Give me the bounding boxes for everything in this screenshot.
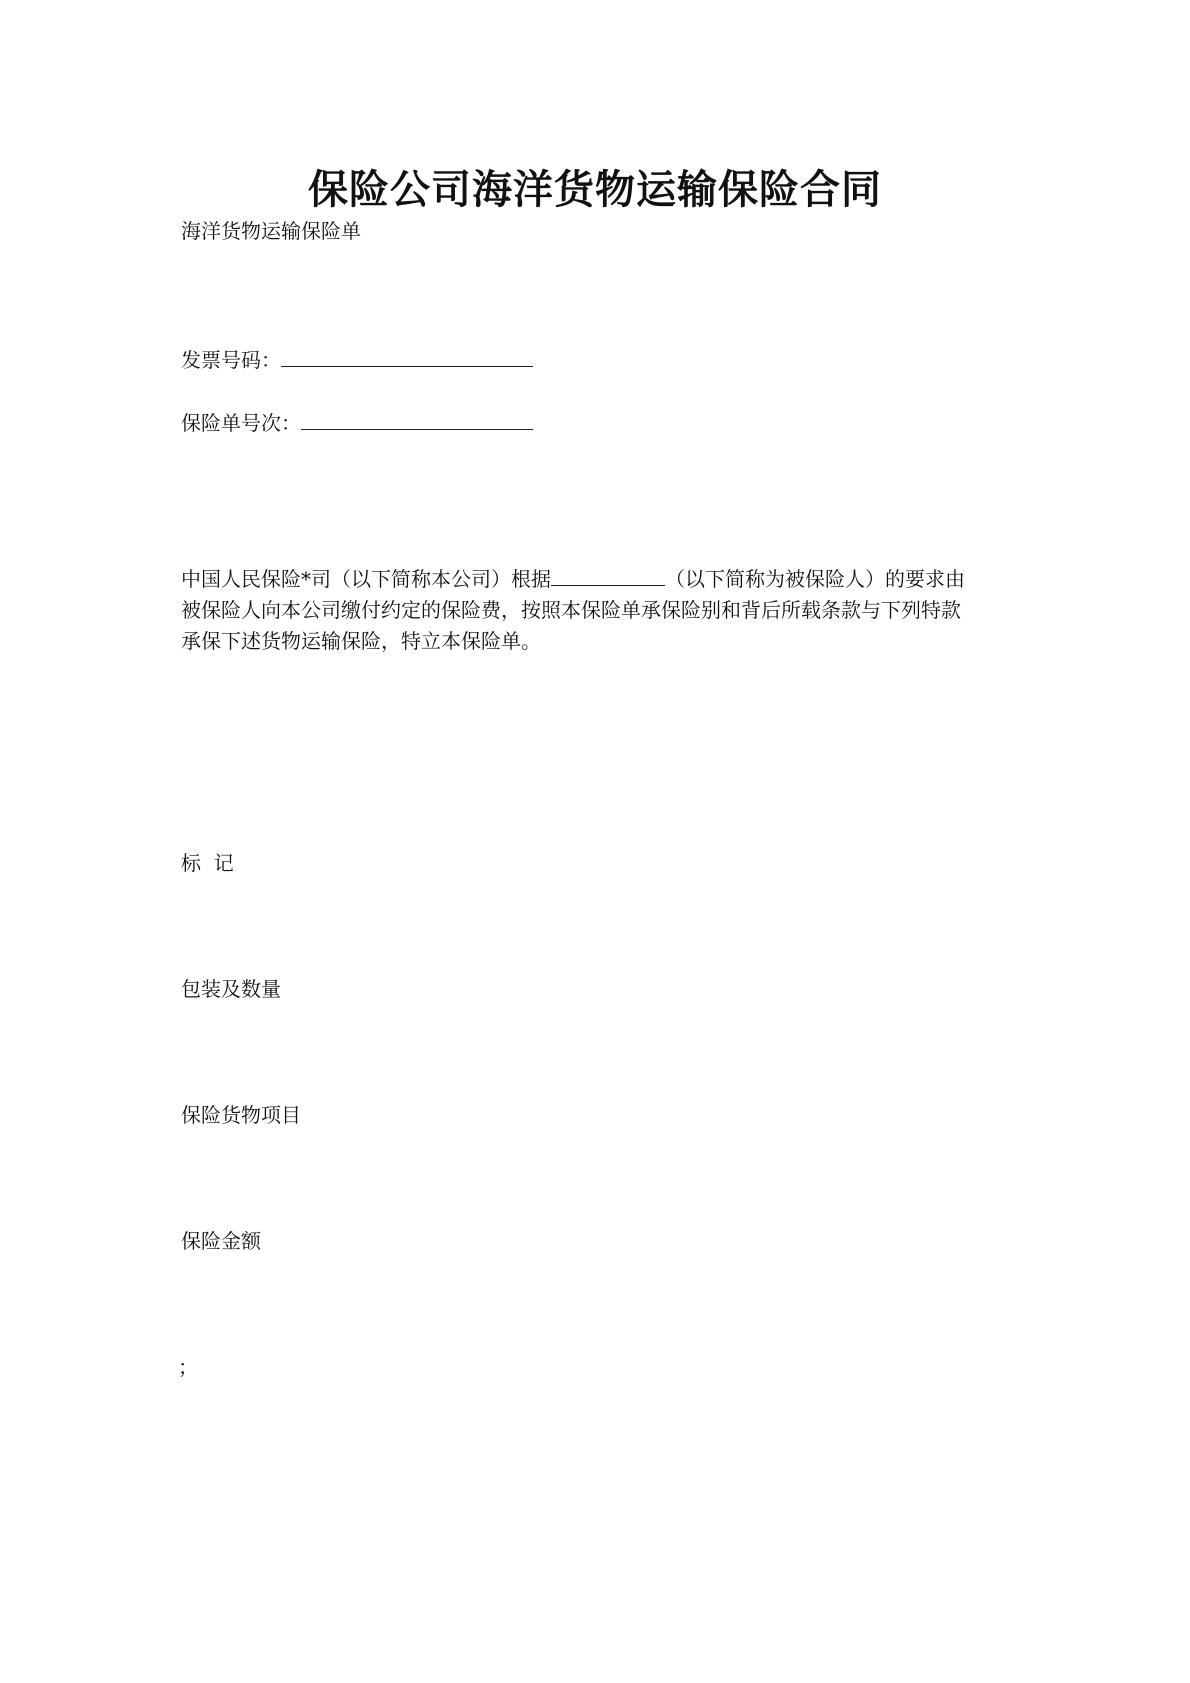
intro-line-2: 被保险人向本公司缴付约定的保险费，按照本保险单承保险别和背后所载条款与下列特款 bbox=[181, 598, 961, 622]
packing-quantity-label: 包装及数量 bbox=[181, 977, 281, 1001]
invoice-number-blank[interactable] bbox=[281, 346, 533, 367]
marks-label: 标 记 bbox=[181, 851, 234, 875]
insured-goods-label: 保险货物项目 bbox=[181, 1103, 301, 1127]
document-subtitle: 海洋货物运输保险单 bbox=[181, 219, 361, 243]
intro-line-1-end: （以下简称为被保险人）的要求由 bbox=[665, 567, 965, 591]
policy-number-blank[interactable] bbox=[301, 409, 533, 430]
intro-line-3: 承保下述货物运输保险，特立本保险单。 bbox=[181, 629, 541, 653]
insured-amount-label: 保险金额 bbox=[181, 1229, 261, 1253]
insured-name-blank[interactable] bbox=[551, 565, 665, 586]
document-title: 保险公司海洋货物运输保险合同 bbox=[308, 166, 882, 213]
trailing-semicolon: ； bbox=[178, 1355, 198, 1379]
invoice-number-row bbox=[181, 345, 533, 375]
policy-number-row bbox=[181, 408, 533, 438]
invoice-number-label: 发票号码： bbox=[181, 348, 281, 372]
policy-number-label: 保险单号次： bbox=[181, 411, 301, 435]
intro-line-1-start: 中国人民保险*司（以下简称本公司）根据 bbox=[181, 567, 551, 591]
intro-line-1 bbox=[181, 564, 1021, 595]
intro-paragraph bbox=[181, 564, 1021, 657]
